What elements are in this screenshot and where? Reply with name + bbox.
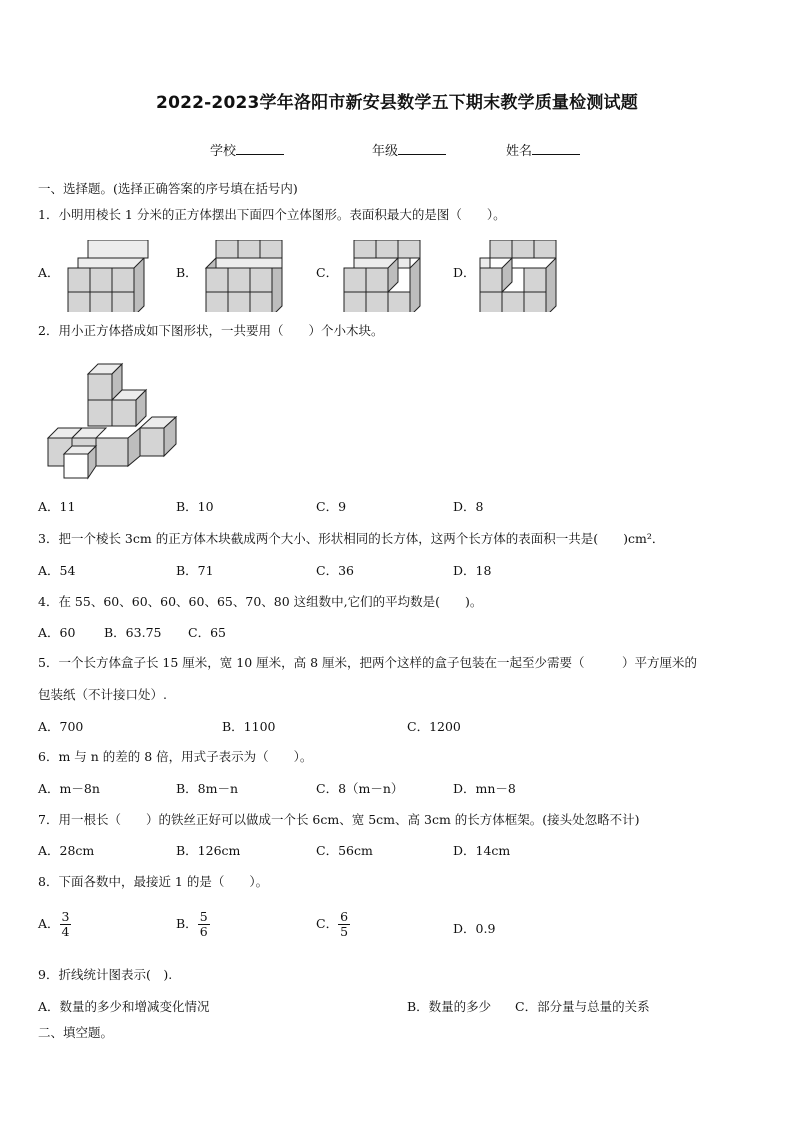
q4-option-c[interactable]: C．65 xyxy=(188,625,226,640)
q9-option-b[interactable]: B．数量的多少 xyxy=(407,999,492,1014)
q1-figure-c xyxy=(342,240,432,312)
q5-text-continued: 包装纸（不计接口处）. xyxy=(38,687,167,702)
school-label: 学校 xyxy=(210,144,237,159)
q1-option-a[interactable]: A． xyxy=(38,265,60,280)
q3-option-c[interactable]: C．36 xyxy=(316,563,354,578)
q7-text: 7．用一根长（ ）的铁丝正好可以做成一个长 6cm、宽 5cm、高 3cm 的长方体框架。(接头处忽略不计) xyxy=(38,812,640,827)
q7-option-a[interactable]: A．28cm xyxy=(38,843,95,858)
q9-option-a[interactable]: A．数量的多少和增减变化情况 xyxy=(38,999,210,1014)
fraction-denominator: 6 xyxy=(199,924,208,939)
q2-figure xyxy=(44,362,184,480)
q8-option-d[interactable]: D．0.9 xyxy=(453,921,496,936)
q3-text: 3．把一个棱长 3cm 的正方体木块截成两个大小、形状相同的长方体，这两个长方体的表面积一共是( )cm²． xyxy=(38,531,665,546)
q2-option-c[interactable]: C．9 xyxy=(316,499,347,514)
q2-option-b[interactable]: B．10 xyxy=(176,499,214,514)
q8-option-a-fraction xyxy=(60,910,72,939)
q1-figure-a xyxy=(66,240,156,312)
section-1-heading: 一、选择题。(选择正确答案的序号填在括号内) xyxy=(38,181,298,196)
q6-text: 6．m 与 n 的差的 8 倍，用式子表示为（ ）。 xyxy=(38,749,313,764)
name-blank[interactable] xyxy=(532,142,580,155)
q7-option-c[interactable]: C．56cm xyxy=(316,843,373,858)
fraction-numerator: 6 xyxy=(340,909,349,924)
q8-text: 8．下面各数中，最接近 1 的是（ ）。 xyxy=(38,874,269,889)
q3-option-d[interactable]: D．18 xyxy=(453,563,492,578)
q8-option-a[interactable] xyxy=(38,910,71,939)
q3-option-b[interactable]: B．71 xyxy=(176,563,214,578)
q1-text: 1．小明用棱长 1 分米的正方体摆出下面四个立体图形。表面积最大的是图（ ）。 xyxy=(38,207,506,222)
q9-text: 9．折线统计图表示( ). xyxy=(38,967,173,982)
q6-option-b[interactable]: B．8m－n xyxy=(176,781,239,796)
q1-option-c[interactable]: C． xyxy=(316,265,339,280)
q7-option-d[interactable]: D．14cm xyxy=(453,843,511,858)
q8-option-b-fraction xyxy=(198,910,210,939)
q8-option-a-label: A． xyxy=(38,916,60,931)
q4-option-a[interactable]: A．60 xyxy=(38,625,76,640)
grade-label: 年级 xyxy=(372,144,399,159)
grade-blank[interactable] xyxy=(398,142,446,155)
q4-text: 4．在 55、60、60、60、60、65、70、80 这组数中,它们的平均数是( )。 xyxy=(38,594,483,609)
q8-option-b[interactable] xyxy=(176,910,210,939)
q9-option-c[interactable]: C．部分量与总量的关系 xyxy=(515,999,650,1014)
section-2-heading: 二、填空题。 xyxy=(38,1025,114,1040)
q2-option-d[interactable]: D．8 xyxy=(453,499,484,514)
q2-text: 2．用小正方体搭成如下图形状，一共要用（ ）个小木块。 xyxy=(38,323,384,338)
grade-field[interactable] xyxy=(372,140,446,159)
fraction-numerator: 5 xyxy=(199,909,208,924)
q6-option-d[interactable]: D．mn－8 xyxy=(453,781,516,796)
q8-option-c-label: C． xyxy=(316,916,339,931)
q6-option-a[interactable]: A．m－8n xyxy=(38,781,100,796)
school-field[interactable] xyxy=(210,140,284,159)
page-title: 2022-2023学年洛阳市新安县数学五下期末教学质量检测试题 xyxy=(156,93,638,113)
q8-option-c[interactable] xyxy=(316,910,350,939)
q6-option-c[interactable]: C．8（m－n） xyxy=(316,781,404,796)
fraction-denominator: 5 xyxy=(340,924,349,939)
name-label: 姓名 xyxy=(506,144,533,159)
q5-option-b[interactable]: B．1100 xyxy=(222,719,276,734)
name-field[interactable] xyxy=(506,140,580,159)
q1-option-b[interactable]: B． xyxy=(176,265,198,280)
q5-text: 5．一个长方体盒子长 15 厘米，宽 10 厘米，高 8 厘米，把两个这样的盒子包装在一起至少需要（ ）平方厘米的 xyxy=(38,655,698,670)
q2-option-a[interactable]: A．11 xyxy=(38,499,76,514)
q8-option-c-fraction xyxy=(338,910,350,939)
q3-option-a[interactable]: A．54 xyxy=(38,563,76,578)
q1-figure-d xyxy=(478,240,568,312)
q8-option-b-label: B． xyxy=(176,916,198,931)
fraction-numerator: 3 xyxy=(61,909,70,924)
school-blank[interactable] xyxy=(236,142,284,155)
q7-option-b[interactable]: B．126cm xyxy=(176,843,241,858)
q1-option-d[interactable]: D． xyxy=(453,265,476,280)
fraction-denominator: 4 xyxy=(61,924,70,939)
q5-option-c[interactable]: C．1200 xyxy=(407,719,461,734)
q5-option-a[interactable]: A．700 xyxy=(38,719,84,734)
q1-figure-b xyxy=(204,240,294,312)
q4-option-b[interactable]: B．63.75 xyxy=(104,625,162,640)
